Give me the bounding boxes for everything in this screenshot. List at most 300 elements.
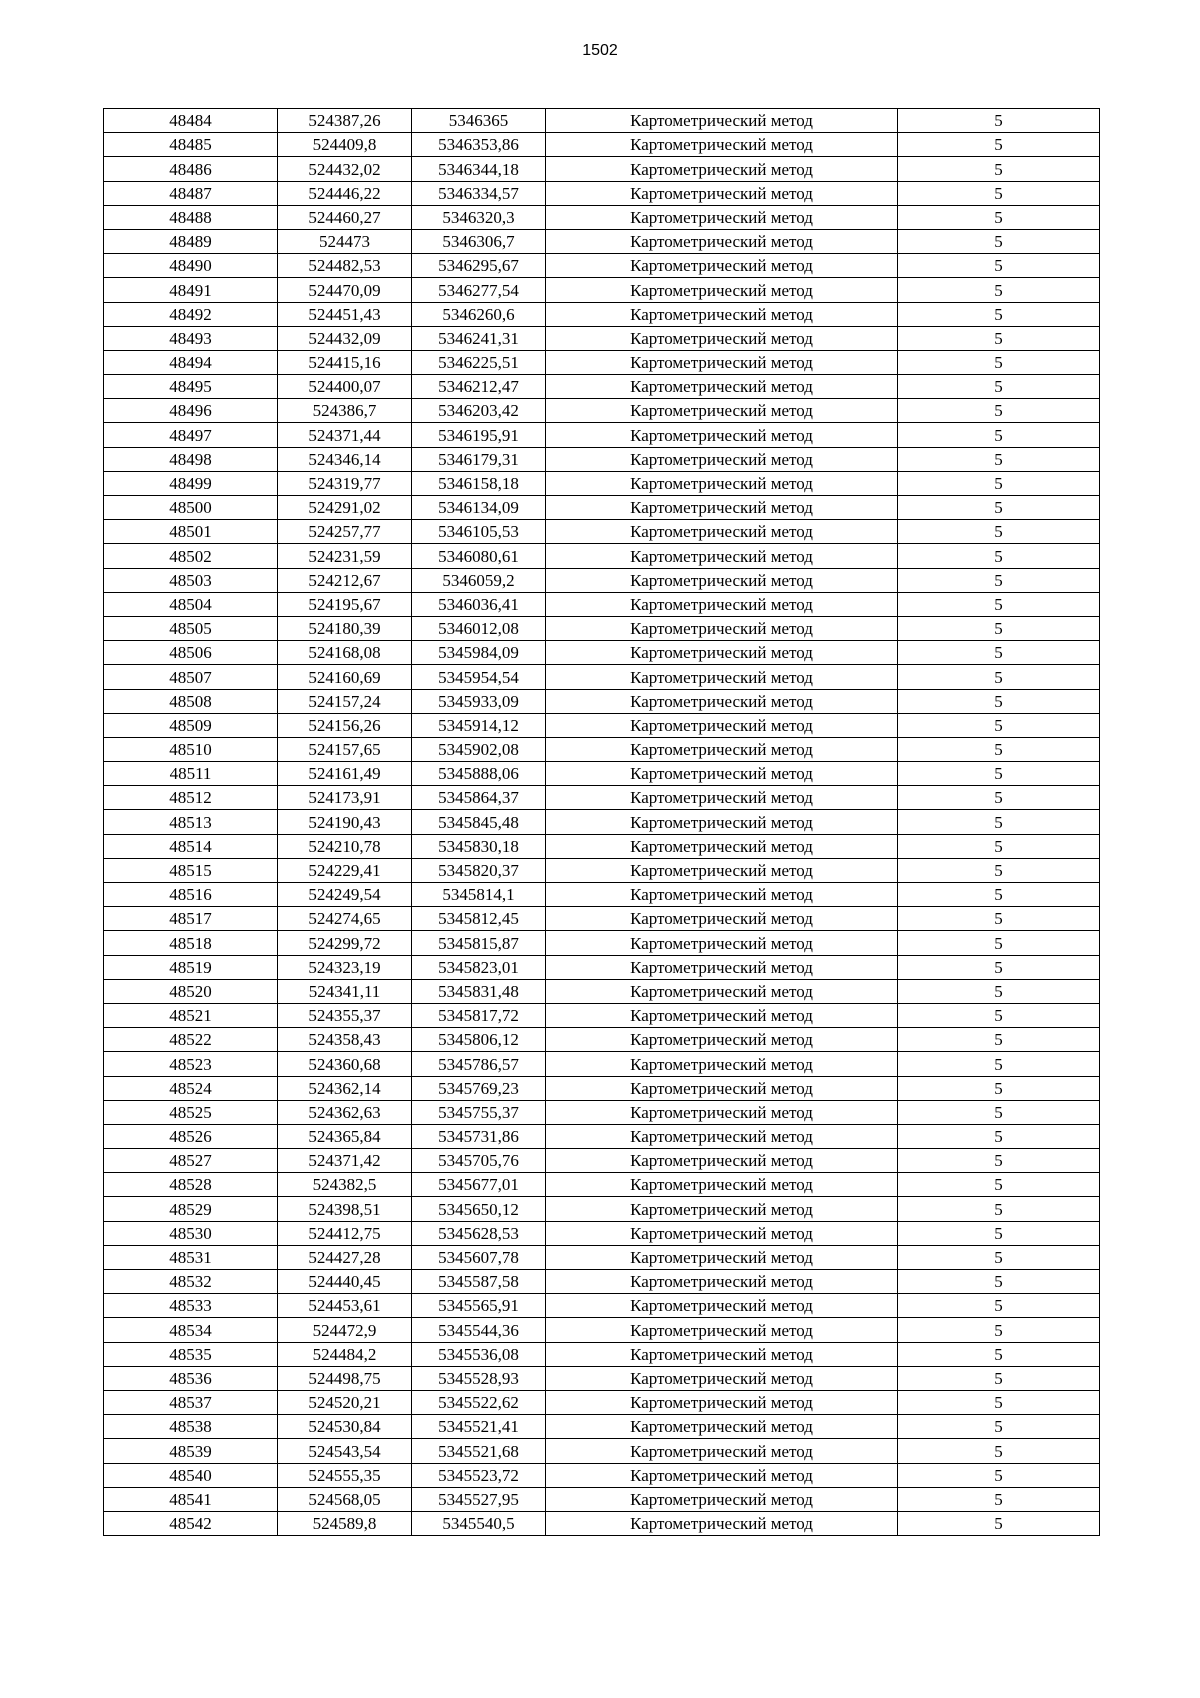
point-number-cell: 48511 <box>104 762 278 786</box>
x-coordinate-cell: 524427,28 <box>278 1245 412 1269</box>
table-row <box>104 1270 1100 1294</box>
table-row <box>104 1415 1100 1439</box>
x-coordinate-cell: 524543,54 <box>278 1439 412 1463</box>
accuracy-cell: 5 <box>898 665 1100 689</box>
x-coordinate-cell: 524432,09 <box>278 326 412 350</box>
accuracy-cell: 5 <box>898 205 1100 229</box>
accuracy-cell: 5 <box>898 834 1100 858</box>
accuracy-cell: 5 <box>898 1270 1100 1294</box>
point-number-cell: 48505 <box>104 616 278 640</box>
table-row <box>104 1511 1100 1535</box>
x-coordinate-cell: 524412,75 <box>278 1221 412 1245</box>
accuracy-cell: 5 <box>898 737 1100 761</box>
method-cell: Картометрический метод <box>546 326 898 350</box>
table-row <box>104 1390 1100 1414</box>
method-cell: Картометрический метод <box>546 1487 898 1511</box>
table-row <box>104 447 1100 471</box>
y-coordinate-cell: 5345812,45 <box>412 907 546 931</box>
accuracy-cell: 5 <box>898 229 1100 253</box>
accuracy-cell: 5 <box>898 907 1100 931</box>
x-coordinate-cell: 524229,41 <box>278 858 412 882</box>
point-number-cell: 48496 <box>104 399 278 423</box>
y-coordinate-cell: 5345815,87 <box>412 931 546 955</box>
table-row <box>104 496 1100 520</box>
table-row <box>104 229 1100 253</box>
point-number-cell: 48486 <box>104 157 278 181</box>
y-coordinate-cell: 5345769,23 <box>412 1076 546 1100</box>
table-row <box>104 205 1100 229</box>
method-cell: Картометрический метод <box>546 1245 898 1269</box>
accuracy-cell: 5 <box>898 1294 1100 1318</box>
x-coordinate-cell: 524161,49 <box>278 762 412 786</box>
table-row <box>104 302 1100 326</box>
y-coordinate-cell: 5345540,5 <box>412 1511 546 1535</box>
table-row <box>104 1318 1100 1342</box>
method-cell: Картометрический метод <box>546 907 898 931</box>
x-coordinate-cell: 524520,21 <box>278 1390 412 1414</box>
point-number-cell: 48530 <box>104 1221 278 1245</box>
x-coordinate-cell: 524156,26 <box>278 713 412 737</box>
method-cell: Картометрический метод <box>546 496 898 520</box>
table-row <box>104 1028 1100 1052</box>
table-row <box>104 1100 1100 1124</box>
y-coordinate-cell: 5346295,67 <box>412 254 546 278</box>
table-row <box>104 810 1100 834</box>
accuracy-cell: 5 <box>898 1052 1100 1076</box>
accuracy-cell: 5 <box>898 157 1100 181</box>
x-coordinate-cell: 524160,69 <box>278 665 412 689</box>
point-number-cell: 48502 <box>104 544 278 568</box>
y-coordinate-cell: 5345954,54 <box>412 665 546 689</box>
accuracy-cell: 5 <box>898 1342 1100 1366</box>
x-coordinate-cell: 524231,59 <box>278 544 412 568</box>
method-cell: Картометрический метод <box>546 1197 898 1221</box>
accuracy-cell: 5 <box>898 423 1100 447</box>
table-row <box>104 1076 1100 1100</box>
point-number-cell: 48520 <box>104 979 278 1003</box>
x-coordinate-cell: 524484,2 <box>278 1342 412 1366</box>
method-cell: Картометрический метод <box>546 109 898 133</box>
point-number-cell: 48487 <box>104 181 278 205</box>
point-number-cell: 48531 <box>104 1245 278 1269</box>
method-cell: Картометрический метод <box>546 1173 898 1197</box>
x-coordinate-cell: 524341,11 <box>278 979 412 1003</box>
table-row <box>104 713 1100 737</box>
table-row <box>104 109 1100 133</box>
y-coordinate-cell: 5345823,01 <box>412 955 546 979</box>
method-cell: Картометрический метод <box>546 447 898 471</box>
y-coordinate-cell: 5345677,01 <box>412 1173 546 1197</box>
point-number-cell: 48484 <box>104 109 278 133</box>
accuracy-cell: 5 <box>898 1221 1100 1245</box>
x-coordinate-cell: 524470,09 <box>278 278 412 302</box>
x-coordinate-cell: 524555,35 <box>278 1463 412 1487</box>
y-coordinate-cell: 5346195,91 <box>412 423 546 447</box>
y-coordinate-cell: 5345544,36 <box>412 1318 546 1342</box>
point-number-cell: 48540 <box>104 1463 278 1487</box>
method-cell: Картометрический метод <box>546 1294 898 1318</box>
method-cell: Картометрический метод <box>546 1318 898 1342</box>
method-cell: Картометрический метод <box>546 1415 898 1439</box>
accuracy-cell: 5 <box>898 883 1100 907</box>
x-coordinate-cell: 524173,91 <box>278 786 412 810</box>
y-coordinate-cell: 5346306,7 <box>412 229 546 253</box>
accuracy-cell: 5 <box>898 641 1100 665</box>
method-cell: Картометрический метод <box>546 278 898 302</box>
table-row <box>104 979 1100 1003</box>
table-row <box>104 1294 1100 1318</box>
table-row <box>104 1197 1100 1221</box>
table-row <box>104 326 1100 350</box>
x-coordinate-cell: 524157,24 <box>278 689 412 713</box>
point-number-cell: 48515 <box>104 858 278 882</box>
accuracy-cell: 5 <box>898 786 1100 810</box>
x-coordinate-cell: 524409,8 <box>278 133 412 157</box>
x-coordinate-cell: 524568,05 <box>278 1487 412 1511</box>
point-number-cell: 48513 <box>104 810 278 834</box>
table-row <box>104 762 1100 786</box>
x-coordinate-cell: 524212,67 <box>278 568 412 592</box>
y-coordinate-cell: 5345527,95 <box>412 1487 546 1511</box>
y-coordinate-cell: 5345984,09 <box>412 641 546 665</box>
point-number-cell: 48519 <box>104 955 278 979</box>
y-coordinate-cell: 5345521,68 <box>412 1439 546 1463</box>
point-number-cell: 48493 <box>104 326 278 350</box>
point-number-cell: 48524 <box>104 1076 278 1100</box>
y-coordinate-cell: 5345933,09 <box>412 689 546 713</box>
x-coordinate-cell: 524371,44 <box>278 423 412 447</box>
method-cell: Картометрический метод <box>546 1463 898 1487</box>
x-coordinate-cell: 524382,5 <box>278 1173 412 1197</box>
method-cell: Картометрический метод <box>546 471 898 495</box>
x-coordinate-cell: 524157,65 <box>278 737 412 761</box>
y-coordinate-cell: 5346241,31 <box>412 326 546 350</box>
point-number-cell: 48499 <box>104 471 278 495</box>
y-coordinate-cell: 5345817,72 <box>412 1003 546 1027</box>
y-coordinate-cell: 5345902,08 <box>412 737 546 761</box>
accuracy-cell: 5 <box>898 979 1100 1003</box>
accuracy-cell: 5 <box>898 1028 1100 1052</box>
y-coordinate-cell: 5345830,18 <box>412 834 546 858</box>
accuracy-cell: 5 <box>898 1318 1100 1342</box>
table-row <box>104 592 1100 616</box>
method-cell: Картометрический метод <box>546 1270 898 1294</box>
point-number-cell: 48494 <box>104 350 278 374</box>
point-number-cell: 48501 <box>104 520 278 544</box>
table-row <box>104 399 1100 423</box>
table-row <box>104 786 1100 810</box>
coordinates-table <box>103 108 1100 1536</box>
table-row <box>104 1487 1100 1511</box>
accuracy-cell: 5 <box>898 1487 1100 1511</box>
x-coordinate-cell: 524180,39 <box>278 616 412 640</box>
accuracy-cell: 5 <box>898 302 1100 326</box>
accuracy-cell: 5 <box>898 689 1100 713</box>
point-number-cell: 48489 <box>104 229 278 253</box>
y-coordinate-cell: 5346134,09 <box>412 496 546 520</box>
table-row <box>104 1003 1100 1027</box>
accuracy-cell: 5 <box>898 931 1100 955</box>
y-coordinate-cell: 5346179,31 <box>412 447 546 471</box>
table-row <box>104 907 1100 931</box>
method-cell: Картометрический метод <box>546 1028 898 1052</box>
x-coordinate-cell: 524358,43 <box>278 1028 412 1052</box>
accuracy-cell: 5 <box>898 1415 1100 1439</box>
table-row <box>104 181 1100 205</box>
point-number-cell: 48491 <box>104 278 278 302</box>
accuracy-cell: 5 <box>898 1003 1100 1027</box>
table-row <box>104 520 1100 544</box>
accuracy-cell: 5 <box>898 133 1100 157</box>
point-number-cell: 48523 <box>104 1052 278 1076</box>
y-coordinate-cell: 5346212,47 <box>412 375 546 399</box>
point-number-cell: 48514 <box>104 834 278 858</box>
accuracy-cell: 5 <box>898 1511 1100 1535</box>
point-number-cell: 48522 <box>104 1028 278 1052</box>
point-number-cell: 48529 <box>104 1197 278 1221</box>
page-number: 1502 <box>582 42 618 59</box>
point-number-cell: 48504 <box>104 592 278 616</box>
point-number-cell: 48518 <box>104 931 278 955</box>
table-row <box>104 689 1100 713</box>
point-number-cell: 48508 <box>104 689 278 713</box>
method-cell: Картометрический метод <box>546 931 898 955</box>
method-cell: Картометрический метод <box>546 302 898 326</box>
method-cell: Картометрический метод <box>546 399 898 423</box>
accuracy-cell: 5 <box>898 471 1100 495</box>
table-row <box>104 423 1100 447</box>
x-coordinate-cell: 524362,14 <box>278 1076 412 1100</box>
accuracy-cell: 5 <box>898 810 1100 834</box>
y-coordinate-cell: 5345864,37 <box>412 786 546 810</box>
table-row <box>104 616 1100 640</box>
method-cell: Картометрический метод <box>546 254 898 278</box>
point-number-cell: 48498 <box>104 447 278 471</box>
y-coordinate-cell: 5346260,6 <box>412 302 546 326</box>
y-coordinate-cell: 5345565,91 <box>412 1294 546 1318</box>
point-number-cell: 48532 <box>104 1270 278 1294</box>
table-row <box>104 931 1100 955</box>
method-cell: Картометрический метод <box>546 665 898 689</box>
x-coordinate-cell: 524453,61 <box>278 1294 412 1318</box>
x-coordinate-cell: 524319,77 <box>278 471 412 495</box>
table-row <box>104 133 1100 157</box>
accuracy-cell: 5 <box>898 496 1100 520</box>
table-row <box>104 375 1100 399</box>
point-number-cell: 48527 <box>104 1149 278 1173</box>
x-coordinate-cell: 524323,19 <box>278 955 412 979</box>
method-cell: Картометрический метод <box>546 641 898 665</box>
table-row <box>104 883 1100 907</box>
method-cell: Картометрический метод <box>546 1076 898 1100</box>
method-cell: Картометрический метод <box>546 423 898 447</box>
method-cell: Картометрический метод <box>546 786 898 810</box>
accuracy-cell: 5 <box>898 592 1100 616</box>
accuracy-cell: 5 <box>898 858 1100 882</box>
x-coordinate-cell: 524360,68 <box>278 1052 412 1076</box>
table-row <box>104 1245 1100 1269</box>
y-coordinate-cell: 5345814,1 <box>412 883 546 907</box>
accuracy-cell: 5 <box>898 181 1100 205</box>
x-coordinate-cell: 524415,16 <box>278 350 412 374</box>
point-number-cell: 48517 <box>104 907 278 931</box>
x-coordinate-cell: 524473 <box>278 229 412 253</box>
y-coordinate-cell: 5345806,12 <box>412 1028 546 1052</box>
point-number-cell: 48528 <box>104 1173 278 1197</box>
x-coordinate-cell: 524482,53 <box>278 254 412 278</box>
y-coordinate-cell: 5345523,72 <box>412 1463 546 1487</box>
y-coordinate-cell: 5346334,57 <box>412 181 546 205</box>
x-coordinate-cell: 524168,08 <box>278 641 412 665</box>
method-cell: Картометрический метод <box>546 181 898 205</box>
point-number-cell: 48506 <box>104 641 278 665</box>
point-number-cell: 48510 <box>104 737 278 761</box>
accuracy-cell: 5 <box>898 544 1100 568</box>
accuracy-cell: 5 <box>898 1076 1100 1100</box>
y-coordinate-cell: 5346036,41 <box>412 592 546 616</box>
point-number-cell: 48495 <box>104 375 278 399</box>
table-row <box>104 544 1100 568</box>
accuracy-cell: 5 <box>898 1463 1100 1487</box>
method-cell: Картометрический метод <box>546 1149 898 1173</box>
method-cell: Картометрический метод <box>546 1052 898 1076</box>
y-coordinate-cell: 5345607,78 <box>412 1245 546 1269</box>
point-number-cell: 48516 <box>104 883 278 907</box>
point-number-cell: 48535 <box>104 1342 278 1366</box>
table-row <box>104 1463 1100 1487</box>
table-row <box>104 737 1100 761</box>
x-coordinate-cell: 524440,45 <box>278 1270 412 1294</box>
table-row <box>104 278 1100 302</box>
y-coordinate-cell: 5346277,54 <box>412 278 546 302</box>
x-coordinate-cell: 524299,72 <box>278 931 412 955</box>
table-row <box>104 858 1100 882</box>
y-coordinate-cell: 5346320,3 <box>412 205 546 229</box>
x-coordinate-cell: 524446,22 <box>278 181 412 205</box>
method-cell: Картометрический метод <box>546 737 898 761</box>
point-number-cell: 48526 <box>104 1124 278 1148</box>
table-row <box>104 568 1100 592</box>
accuracy-cell: 5 <box>898 713 1100 737</box>
x-coordinate-cell: 524362,63 <box>278 1100 412 1124</box>
x-coordinate-cell: 524432,02 <box>278 157 412 181</box>
point-number-cell: 48488 <box>104 205 278 229</box>
method-cell: Картометрический метод <box>546 1124 898 1148</box>
y-coordinate-cell: 5346158,18 <box>412 471 546 495</box>
point-number-cell: 48490 <box>104 254 278 278</box>
method-cell: Картометрический метод <box>546 1511 898 1535</box>
accuracy-cell: 5 <box>898 350 1100 374</box>
point-number-cell: 48509 <box>104 713 278 737</box>
x-coordinate-cell: 524387,26 <box>278 109 412 133</box>
method-cell: Картометрический метод <box>546 979 898 1003</box>
method-cell: Картометрический метод <box>546 1003 898 1027</box>
table-row <box>104 1221 1100 1245</box>
point-number-cell: 48485 <box>104 133 278 157</box>
table-row <box>104 834 1100 858</box>
method-cell: Картометрический метод <box>546 133 898 157</box>
x-coordinate-cell: 524291,02 <box>278 496 412 520</box>
x-coordinate-cell: 524195,67 <box>278 592 412 616</box>
y-coordinate-cell: 5345888,06 <box>412 762 546 786</box>
accuracy-cell: 5 <box>898 762 1100 786</box>
method-cell: Картометрический метод <box>546 762 898 786</box>
accuracy-cell: 5 <box>898 1149 1100 1173</box>
table-row <box>104 1149 1100 1173</box>
method-cell: Картометрический метод <box>546 810 898 834</box>
method-cell: Картометрический метод <box>546 1100 898 1124</box>
method-cell: Картометрический метод <box>546 157 898 181</box>
method-cell: Картометрический метод <box>546 544 898 568</box>
x-coordinate-cell: 524530,84 <box>278 1415 412 1439</box>
y-coordinate-cell: 5345522,62 <box>412 1390 546 1414</box>
method-cell: Картометрический метод <box>546 350 898 374</box>
point-number-cell: 48534 <box>104 1318 278 1342</box>
x-coordinate-cell: 524498,75 <box>278 1366 412 1390</box>
y-coordinate-cell: 5345845,48 <box>412 810 546 834</box>
accuracy-cell: 5 <box>898 1366 1100 1390</box>
accuracy-cell: 5 <box>898 399 1100 423</box>
x-coordinate-cell: 524257,77 <box>278 520 412 544</box>
x-coordinate-cell: 524274,65 <box>278 907 412 931</box>
point-number-cell: 48497 <box>104 423 278 447</box>
point-number-cell: 48537 <box>104 1390 278 1414</box>
table-row <box>104 157 1100 181</box>
method-cell: Картометрический метод <box>546 520 898 544</box>
point-number-cell: 48538 <box>104 1415 278 1439</box>
y-coordinate-cell: 5345831,48 <box>412 979 546 1003</box>
accuracy-cell: 5 <box>898 955 1100 979</box>
point-number-cell: 48521 <box>104 1003 278 1027</box>
coordinates-table-body <box>104 109 1100 1536</box>
x-coordinate-cell: 524346,14 <box>278 447 412 471</box>
x-coordinate-cell: 524365,84 <box>278 1124 412 1148</box>
method-cell: Картометрический метод <box>546 205 898 229</box>
point-number-cell: 48500 <box>104 496 278 520</box>
method-cell: Картометрический метод <box>546 1390 898 1414</box>
accuracy-cell: 5 <box>898 1245 1100 1269</box>
table-row <box>104 641 1100 665</box>
y-coordinate-cell: 5346225,51 <box>412 350 546 374</box>
y-coordinate-cell: 5345705,76 <box>412 1149 546 1173</box>
x-coordinate-cell: 524249,54 <box>278 883 412 907</box>
y-coordinate-cell: 5346080,61 <box>412 544 546 568</box>
table-row <box>104 1052 1100 1076</box>
method-cell: Картометрический метод <box>546 1342 898 1366</box>
point-number-cell: 48525 <box>104 1100 278 1124</box>
x-coordinate-cell: 524589,8 <box>278 1511 412 1535</box>
y-coordinate-cell: 5345528,93 <box>412 1366 546 1390</box>
table-row <box>104 1124 1100 1148</box>
method-cell: Картометрический метод <box>546 1439 898 1463</box>
table-row <box>104 1173 1100 1197</box>
table-row <box>104 665 1100 689</box>
table-row <box>104 1366 1100 1390</box>
x-coordinate-cell: 524371,42 <box>278 1149 412 1173</box>
method-cell: Картометрический метод <box>546 883 898 907</box>
y-coordinate-cell: 5346059,2 <box>412 568 546 592</box>
x-coordinate-cell: 524451,43 <box>278 302 412 326</box>
accuracy-cell: 5 <box>898 1390 1100 1414</box>
method-cell: Картометрический метод <box>546 689 898 713</box>
accuracy-cell: 5 <box>898 254 1100 278</box>
x-coordinate-cell: 524472,9 <box>278 1318 412 1342</box>
x-coordinate-cell: 524355,37 <box>278 1003 412 1027</box>
table-row <box>104 254 1100 278</box>
table-row <box>104 471 1100 495</box>
point-number-cell: 48512 <box>104 786 278 810</box>
point-number-cell: 48539 <box>104 1439 278 1463</box>
